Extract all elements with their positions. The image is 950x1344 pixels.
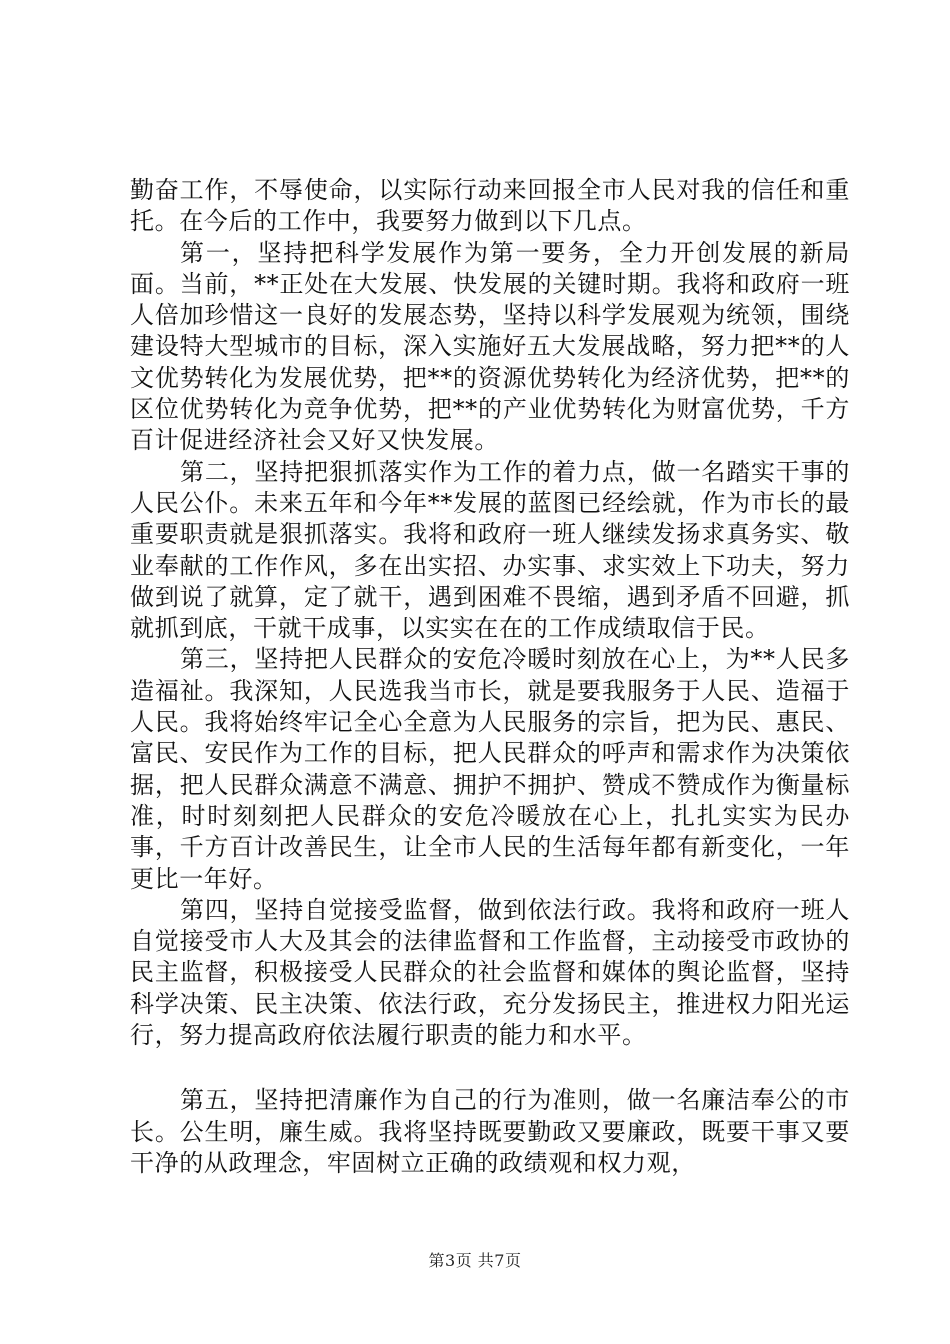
- page-footer: 第3页 共7页: [428, 1251, 522, 1270]
- document-body: [130, 175, 850, 1179]
- paragraph-fourth-point: 第四，坚持自觉接受监督，做到依法行政。我将和政府一班人自觉接受市人大及其会的法律监督和工作监督，主动接受市政协的民主监督，积极接受人民群众的社会监督和媒体的舆论监督，坚持科学决策、民主决策、依法行政，充分发扬民主，推进权力阳光运行，努力提高政府依法履行职责的能力和水平。: [130, 895, 850, 1050]
- paragraph-first-point: 第一，坚持把科学发展作为第一要务，全力开创发展的新局面。当前，**正处在大发展、快发展的关键时期。我将和政府一班人倍加珍惜这一良好的发展态势，坚持以科学发展观为统领，围绕建设特大型城市的目标，深入实施好五大发展战略，努力把**的人文优势转化为发展优势，把**的资源优势转化为经济优势，把**的区位优势转化为竞争优势，把**的产业优势转化为财富优势，千方百计促进经济社会又好又快发展。: [130, 238, 850, 455]
- paragraph-second-point: 第二，坚持把狠抓落实作为工作的着力点，做一名踏实干事的人民公仆。未来五年和今年**发展的蓝图已经绘就，作为市长的最重要职责就是狠抓落实。我将和政府一班人继续发扬求真务实、敬业奉献的工作作风，多在出实招、办实事、求实效上下功夫，努力做到说了就算，定了就干，遇到困难不畏缩，遇到矛盾不回避，抓就抓到底，干就干成事，以实实在在的工作成绩取信于民。: [130, 457, 850, 643]
- paragraph-continuation: 勤奋工作，不辱使命，以实际行动来回报全市人民对我的信任和重托。在今后的工作中，我要努力做到以下几点。: [130, 176, 850, 236]
- paragraph-fifth-point: 第五，坚持把清廉作为自己的行为准则，做一名廉洁奉公的市长。公生明，廉生威。我将坚持既要勤政又要廉政，既要干事又要干净的从政理念，牢固树立正确的政绩观和权力观，: [130, 1086, 850, 1177]
- paragraph-spacer: [130, 1051, 850, 1085]
- paragraph-third-point: 第三，坚持把人民群众的安危冷暖时刻放在心上，为**人民多造福祉。我深知，人民选我当市长，就是要我服务于人民、造福于人民。我将始终牢记全心全意为人民服务的宗旨，把为民、惠民、富民、安民作为工作的目标，把人民群众的呼声和需求作为决策依据，把人民群众满意不满意、拥护不拥护、赞成不赞成作为衡量标准，时时刻刻把人民群众的安危冷暖放在心上，扎扎实实为民办事，千方百计改善民生，让全市人民的生活每年都有新变化，一年更比一年好。: [130, 645, 850, 893]
